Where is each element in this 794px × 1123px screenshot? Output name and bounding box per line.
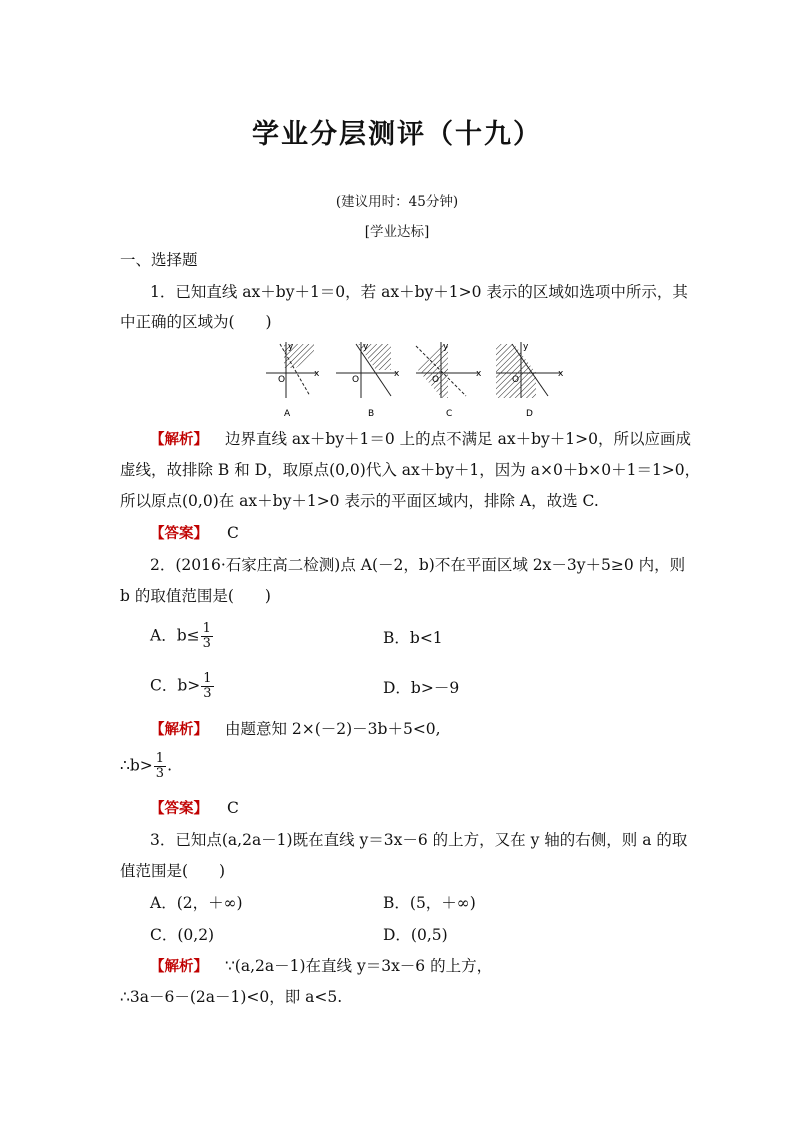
q2-line1: 2．(2016·石家庄高二检测)点 A(－2，b)不在平面区域 2x－3y＋5≥0 内，则 xyxy=(150,556,686,574)
q3-option-a: A．(2，＋∞) xyxy=(150,894,243,912)
q2-option-c-numerator: 1 xyxy=(203,671,212,686)
q2-option-c-fraction xyxy=(201,672,213,701)
graph-c xyxy=(416,342,482,419)
q1-line2: 中正确的区域为( ) xyxy=(120,313,272,331)
q1-analysis-tag: 【解析】 xyxy=(150,432,208,448)
graph-a-label: A xyxy=(284,409,291,419)
section-tag: [学业达标] xyxy=(364,224,430,240)
q1-analysis-text1: 边界直线 ax＋by＋1＝0 上的点不满足 ax＋by＋1>0，所以应画成 xyxy=(224,430,691,448)
page-title: 学业分层测评（十九） xyxy=(252,119,542,150)
graph-d-shaded-region xyxy=(496,344,536,398)
q3-option-d: D．(0,5) xyxy=(383,926,448,944)
graph-b-label: B xyxy=(368,409,375,419)
q2-analysis-suffix: . xyxy=(167,756,172,775)
q2-option-c-prefix: C．b> xyxy=(150,676,201,695)
graph-d-x-label: x xyxy=(558,369,564,379)
q2-analysis-prefix: ∴b> xyxy=(120,756,153,775)
q1-graph-options xyxy=(256,340,576,420)
q2-answer-value: C xyxy=(226,799,239,817)
q3-line2: 值范围是( ) xyxy=(120,862,226,880)
q3-option-c: C．(0,2) xyxy=(150,926,215,944)
q1-line1: 1．已知直线 ax＋by＋1＝0，若 ax＋by＋1>0 表示的区域如选项中所示，其 xyxy=(150,283,688,301)
q2-option-d: D．b>－9 xyxy=(383,679,460,697)
q2-option-a-fraction xyxy=(201,622,213,651)
time-note: (建议用时：45分钟) xyxy=(335,194,459,210)
q2-analysis-fraction xyxy=(154,752,166,781)
q2-option-c xyxy=(150,672,215,701)
q2-analysis-numerator: 1 xyxy=(155,751,165,766)
q2-analysis-denominator: 3 xyxy=(155,766,165,781)
q2-analysis-line1 xyxy=(150,718,710,741)
graph-b-y-label: y xyxy=(363,342,369,352)
q3-analysis-line1 xyxy=(150,955,710,978)
graph-c-y-label: y xyxy=(443,342,449,352)
q2-answer-tag: 【答案】 xyxy=(150,801,208,817)
q2-option-a-denominator: 3 xyxy=(202,636,211,651)
q2-analysis-line2 xyxy=(120,752,172,781)
q1-analysis-line3: 所以原点(0,0)在 ax＋by＋1>0 表示的平面区域内，排除 A，故选 C. xyxy=(120,492,599,510)
graph-a-origin: O xyxy=(278,375,286,385)
q3-analysis-tag: 【解析】 xyxy=(150,959,208,975)
graph-c-x-label: x xyxy=(476,369,482,379)
q2-analysis-text1: 由题意知 2×(－2)－3b＋5<0, xyxy=(224,720,441,738)
graph-b xyxy=(336,342,400,419)
graph-d-origin: O xyxy=(512,375,520,385)
q2-line2: b 的取值范围是( ) xyxy=(120,587,271,605)
graph-b-x-label: x xyxy=(394,369,400,379)
graph-c-shaded-region xyxy=(418,344,448,398)
q2-option-a xyxy=(150,622,214,651)
graph-a-y-label: y xyxy=(288,342,294,352)
graph-a-x-label: x xyxy=(314,369,320,379)
graph-d xyxy=(496,342,564,419)
q1-answer-tag: 【答案】 xyxy=(150,526,208,542)
graph-d-y-label: y xyxy=(523,342,529,352)
graph-d-label: D xyxy=(526,409,533,419)
q2-option-a-prefix: A．b≤ xyxy=(150,626,200,645)
graph-c-origin: O xyxy=(432,375,440,385)
q2-analysis-tag: 【解析】 xyxy=(150,722,208,738)
q3-analysis-text1: ∵(a,2a－1)在直线 y＝3x－6 的上方， xyxy=(224,957,493,975)
q3-line1: 3．已知点(a,2a－1)既在直线 y＝3x－6 的上方，又在 y 轴的右侧，则 a 的取 xyxy=(150,831,688,849)
graph-a xyxy=(266,342,320,419)
q1-analysis-line2: 虚线，故排除 B 和 D，取原点(0,0)代入 ax＋by＋1，因为 a×0＋b×0＋1＝1>0， xyxy=(120,461,701,479)
q2-option-c-denominator: 3 xyxy=(203,686,212,701)
graph-b-origin: O xyxy=(352,375,360,385)
q3-analysis-line2: ∴3a－6－(2a－1)<0，即 a<5. xyxy=(120,988,343,1006)
q2-answer xyxy=(150,797,710,820)
q1-answer-value: C xyxy=(226,524,239,542)
section-heading: 一、选择题 xyxy=(120,251,198,269)
q2-option-a-numerator: 1 xyxy=(202,621,211,636)
q1-graphs-figure xyxy=(256,340,576,420)
q2-option-b: B．b<1 xyxy=(383,629,443,647)
q1-answer xyxy=(150,522,710,545)
q1-analysis-line1 xyxy=(150,428,710,451)
graph-c-label: C xyxy=(446,409,453,419)
q3-option-b: B．(5，＋∞) xyxy=(383,894,476,912)
